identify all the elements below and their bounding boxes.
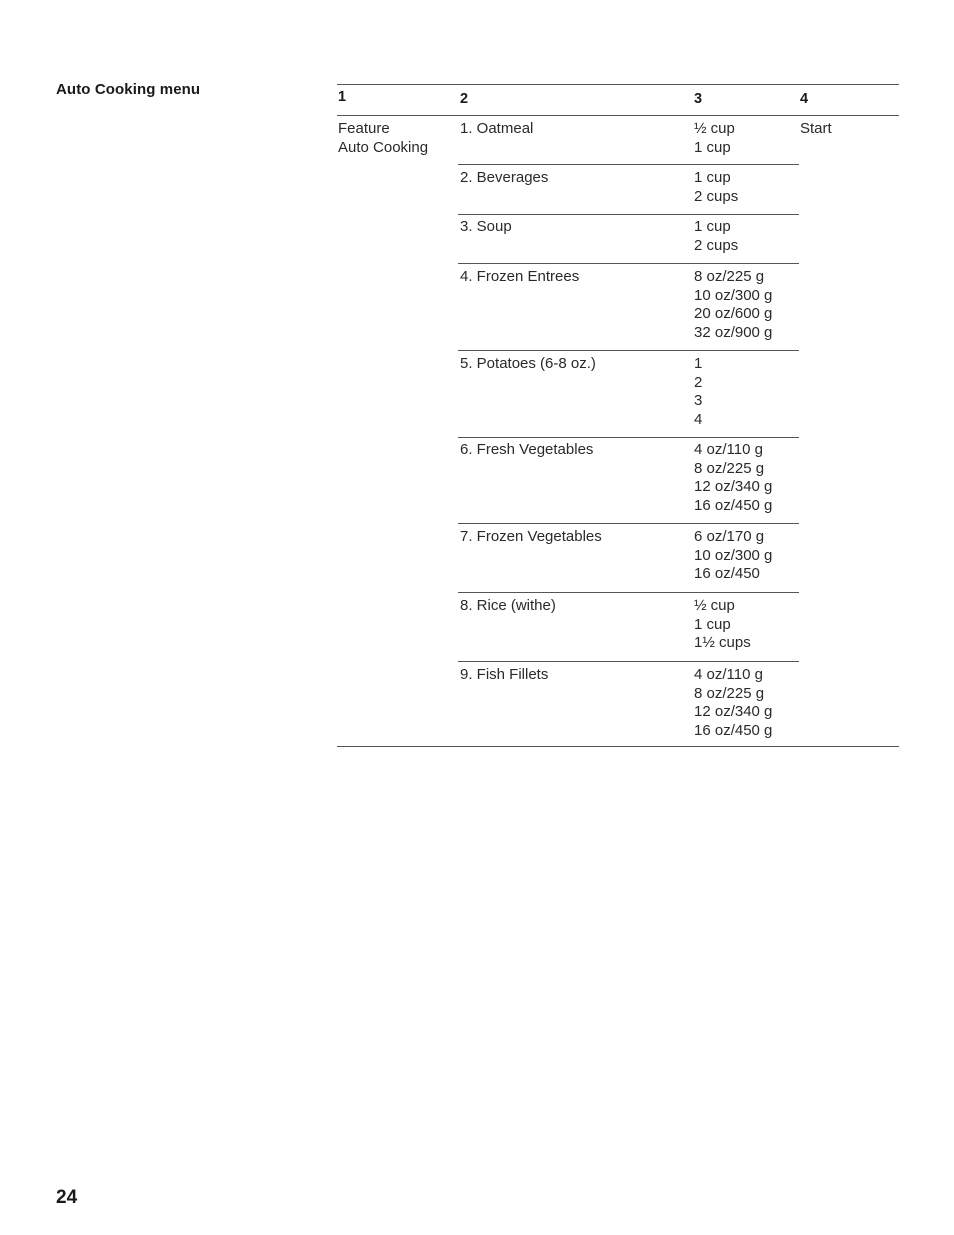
amount-option: ½ cup xyxy=(694,597,735,614)
amount-option: 1 cup xyxy=(694,138,731,156)
program-amounts xyxy=(694,268,772,342)
header-bottom-rule xyxy=(337,115,899,116)
page-number: 24 xyxy=(56,1187,78,1208)
program-amounts xyxy=(694,528,772,584)
section-title: Auto Cooking menu xyxy=(56,81,201,98)
amount-option: 10 oz/300 g xyxy=(694,286,773,304)
amount-option: 8 oz/225 g xyxy=(694,684,765,702)
action-cell: Start xyxy=(800,120,832,137)
amount-option: 16 oz/450 g xyxy=(694,721,773,739)
program-name: 2. Beverages xyxy=(460,169,549,186)
program-name: 5. Potatoes (6-8 oz.) xyxy=(460,355,596,372)
table-top-rule xyxy=(337,84,899,85)
amount-option: 2 cups xyxy=(694,236,739,254)
amount-option: 8 oz/225 g xyxy=(694,459,765,477)
program-name: 8. Rice (withe) xyxy=(460,597,556,614)
program-amounts xyxy=(694,169,738,206)
row-separator xyxy=(458,164,799,165)
row-separator xyxy=(458,263,799,264)
amount-option: 16 oz/450 xyxy=(694,565,760,583)
row-separator xyxy=(458,661,799,662)
amount-option: 6 oz/170 g xyxy=(694,528,765,545)
amount-option: 4 xyxy=(694,410,703,428)
amount-option: 8 oz/225 g xyxy=(694,268,765,285)
amount-option: 10 oz/300 g xyxy=(694,546,773,564)
program-name: 1. Oatmeal xyxy=(460,120,534,137)
row-separator xyxy=(458,214,799,215)
amount-option: 12 oz/340 g xyxy=(694,703,773,721)
amount-option: 32 oz/900 g xyxy=(694,323,773,341)
program-name: 3. Soup xyxy=(460,218,512,235)
amount-option: 4 oz/110 g xyxy=(694,666,763,683)
amount-option: 3 xyxy=(694,392,703,410)
feature-line: Auto Cooking xyxy=(338,138,429,156)
auto-cooking-table xyxy=(337,84,899,747)
program-amounts xyxy=(694,120,735,157)
program-name: 9. Fish Fillets xyxy=(460,666,549,683)
row-separator xyxy=(458,350,799,351)
amount-option: ½ cup xyxy=(694,120,735,137)
amount-option: 1 xyxy=(694,355,703,372)
amount-option: 2 xyxy=(694,373,703,391)
program-amounts xyxy=(694,441,772,515)
feature-line: Feature xyxy=(338,120,390,137)
program-amounts xyxy=(694,666,772,740)
table-bottom-rule xyxy=(337,746,899,747)
amount-option: 1½ cups xyxy=(694,634,751,652)
amount-option: 1 cup xyxy=(694,615,731,633)
column-header-4: 4 xyxy=(800,91,809,107)
column-header-3: 3 xyxy=(694,91,703,107)
program-name: 6. Fresh Vegetables xyxy=(460,441,594,458)
amount-option: 1 cup xyxy=(694,218,731,235)
row-separator xyxy=(458,523,799,524)
program-amounts xyxy=(694,218,738,255)
program-amounts xyxy=(694,355,702,429)
program-amounts xyxy=(694,597,751,653)
program-name: 7. Frozen Vegetables xyxy=(460,528,602,545)
amount-option: 12 oz/340 g xyxy=(694,478,773,496)
column-header-2: 2 xyxy=(460,91,469,107)
row-separator xyxy=(458,437,799,438)
amount-option: 4 oz/110 g xyxy=(694,441,763,458)
amount-option: 1 cup xyxy=(694,169,731,186)
program-name: 4. Frozen Entrees xyxy=(460,268,580,285)
feature-cell xyxy=(338,120,428,157)
column-header-1: 1 xyxy=(338,89,347,105)
amount-option: 2 cups xyxy=(694,187,739,205)
amount-option: 20 oz/600 g xyxy=(694,305,773,323)
amount-option: 16 oz/450 g xyxy=(694,496,773,514)
row-separator xyxy=(458,592,799,593)
